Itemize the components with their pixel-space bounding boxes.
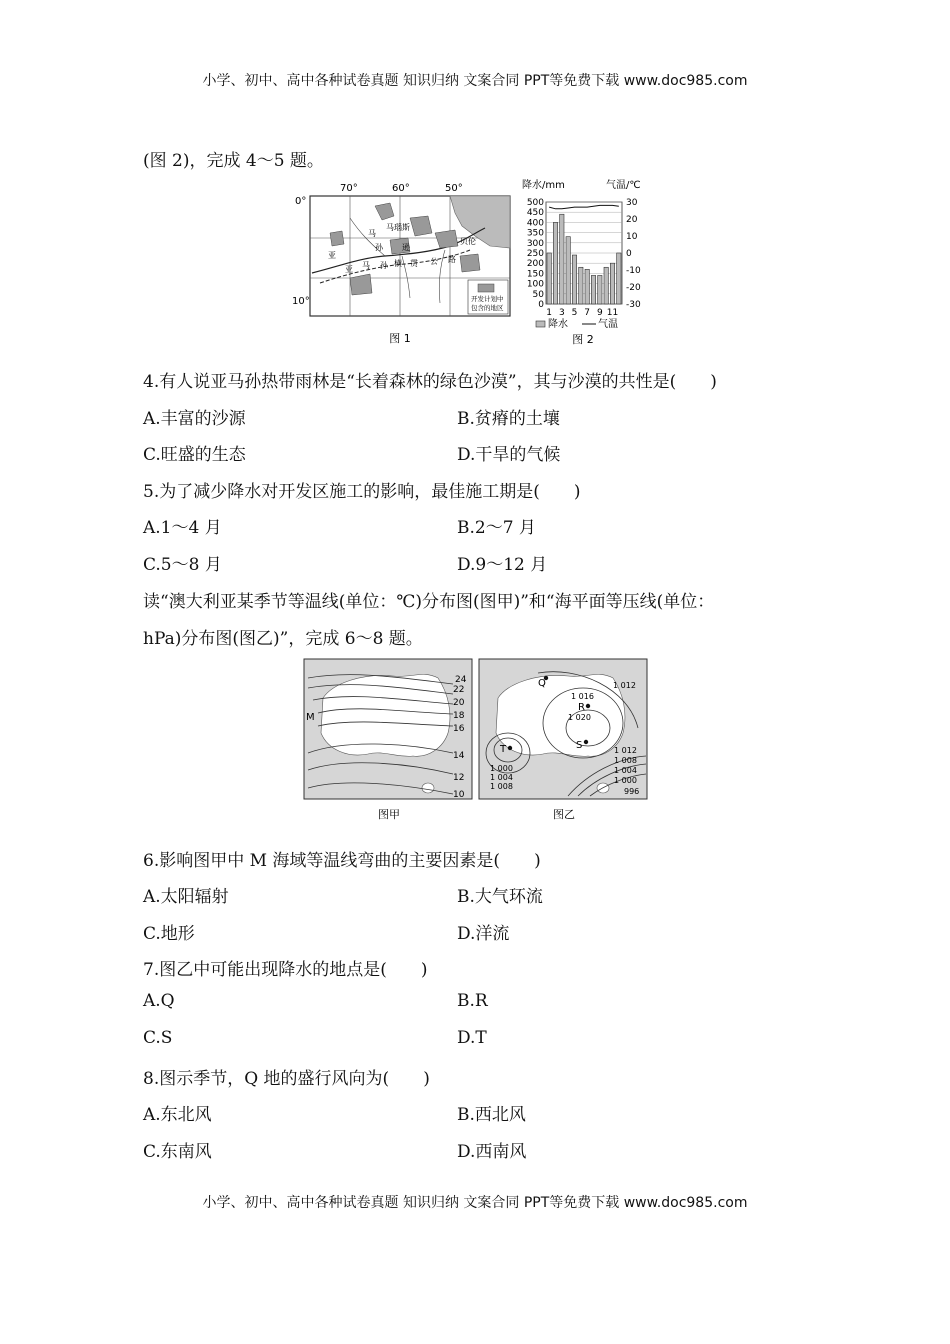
precip-bar (610, 263, 614, 304)
left-tick-label: 500 (526, 198, 544, 208)
right-tick-label: 10 (626, 232, 638, 242)
figure-1-map (290, 178, 515, 348)
point-m-label: M (306, 712, 315, 723)
place-label: 贝伦 (460, 237, 476, 246)
q8-option-b: B.西北风 (457, 1105, 526, 1125)
legend-temp-label: 气温 (598, 319, 618, 330)
q5-option-b: B.2～7 月 (457, 518, 536, 538)
place-label: 横 (394, 259, 402, 268)
legend-line-2: 包含的地区 (471, 304, 504, 312)
figure-1-caption: 图 1 (389, 332, 411, 345)
q8-option-c: C.东南风 (143, 1142, 212, 1162)
page-header: 小学、初中、高中各种试卷真题 知识归纳 文案合同 PPT等免费下载 www.doc985.com (202, 73, 748, 89)
precip-bar (566, 237, 570, 304)
q4-option-b: B.贫瘠的土壤 (457, 409, 560, 429)
place-label: 逊 (402, 243, 410, 252)
figure-2-caption: 图 2 (572, 333, 594, 346)
place-label: 马瑙斯 (386, 223, 410, 232)
q7-stem: 7.图乙中可能出现降水的地点是( ) (143, 960, 428, 980)
isobar-label: 996 (624, 787, 640, 796)
left-tick-label: 400 (526, 218, 544, 229)
q6-option-a: A.太阳辐射 (143, 887, 229, 907)
figure-jia-isotherm-map (303, 658, 475, 828)
x-tick-label: 7 (584, 308, 591, 318)
left-axis-title: 降水/mm (522, 180, 565, 191)
isobar-label: 1 004 (614, 766, 637, 775)
point-t-label: T (500, 744, 507, 755)
right-axis-title: 气温/℃ (606, 180, 641, 191)
isotherm-label: 10 (453, 790, 465, 800)
precip-bar (572, 255, 576, 304)
place-label: 路 (448, 255, 456, 264)
q4-option-d: D.干旱的气候 (457, 445, 561, 465)
point-q-label: Q (538, 678, 546, 689)
place-label: 孙 (375, 243, 383, 252)
right-tick-label: 30 (626, 198, 638, 208)
lon-label-60: 60° (392, 183, 410, 194)
x-tick-label: 1 (546, 308, 553, 318)
q8-stem: 8.图示季节，Q 地的盛行风向为( ) (143, 1069, 430, 1089)
precip-bar (585, 269, 589, 304)
left-tick-label: 200 (526, 259, 544, 270)
figure-yi-caption: 图乙 (553, 808, 575, 821)
isobar-label: 1 008 (490, 782, 513, 791)
place-label: 马 (368, 229, 376, 238)
precip-bar (598, 275, 602, 304)
legend-line-1: 开发计划中 (471, 295, 504, 303)
isotherm-label: 24 (455, 675, 467, 685)
precip-bar (604, 267, 608, 304)
precip-bar (560, 214, 564, 304)
precip-bar (591, 275, 595, 304)
right-tick-label: -30 (626, 300, 641, 310)
lon-label-70: 70° (340, 183, 358, 194)
left-tick-label: 350 (526, 228, 544, 239)
right-tick-label: 20 (626, 215, 638, 225)
left-tick-label: 150 (526, 269, 544, 280)
legend-precip-swatch (536, 321, 545, 327)
lon-label-50: 50° (445, 183, 463, 194)
x-tick-label: 3 (558, 308, 565, 318)
q6-option-d: D.洋流 (457, 924, 510, 944)
intro-2-line-1: 读“澳大利亚某季节等温线(单位：℃)分布图(图甲)”和“海平面等压线(单位： (143, 592, 715, 612)
place-label: 贯 (410, 259, 418, 268)
page-footer: 小学、初中、高中各种试卷真题 知识归纳 文案合同 PPT等免费下载 www.doc985.com (202, 1195, 748, 1211)
q7-option-a: A.Q (143, 991, 175, 1011)
q8-option-a: A.东北风 (143, 1105, 212, 1125)
left-tick-label: 250 (526, 249, 544, 259)
place-label: 公 (430, 257, 438, 266)
isotherm-label: 22 (453, 685, 465, 695)
q4-option-a: A.丰富的沙源 (143, 409, 246, 429)
figure-yi-isobar-map (478, 658, 650, 828)
q4-stem: 4.有人说亚马孙热带雨林是“长着森林的绿色沙漠”，其与沙漠的共性是( ) (143, 372, 717, 392)
q7-option-d: D.T (457, 1028, 487, 1048)
right-tick-label: -10 (626, 266, 641, 276)
point-s-label: S (576, 740, 583, 751)
lat-label-0: 0° (295, 196, 307, 207)
q5-option-d: D.9～12 月 (457, 555, 548, 575)
isobar-label: 1 020 (568, 713, 591, 722)
q5-option-a: A.1～4 月 (143, 518, 222, 538)
lat-label-10: 10° (292, 296, 310, 307)
point-r-label: R (578, 702, 585, 713)
isobar-label: 1 012 (614, 746, 637, 755)
isotherm-label: 20 (453, 698, 465, 708)
left-tick-label: 100 (526, 279, 544, 290)
isobar-label: 1 004 (490, 773, 513, 782)
figure-2-climate-chart (520, 176, 670, 348)
isobar-label: 1 000 (490, 764, 513, 773)
isobar-label: 1 016 (571, 692, 594, 701)
left-tick-label: 450 (526, 208, 544, 219)
x-tick-label: 11 (606, 308, 619, 318)
q6-option-c: C.地形 (143, 924, 195, 944)
precip-bar (579, 267, 583, 304)
q7-option-c: C.S (143, 1028, 173, 1048)
isotherm-label: 18 (453, 711, 465, 721)
legend-precip-label: 降水 (548, 319, 568, 330)
intro-line-1: (图 2)，完成 4～5 题。 (143, 151, 324, 171)
precip-bar (547, 253, 551, 304)
intro-2-line-2: hPa)分布图(图乙)”，完成 6～8 题。 (143, 629, 423, 649)
q5-option-c: C.5～8 月 (143, 555, 222, 575)
precip-bar (553, 222, 557, 304)
isotherm-label: 12 (453, 773, 465, 783)
q7-option-b: B.R (457, 991, 488, 1011)
q6-stem: 6.影响图甲中 M 海域等温线弯曲的主要因素是( ) (143, 851, 541, 871)
q8-option-d: D.西南风 (457, 1142, 527, 1162)
isobar-label: 1 000 (614, 776, 637, 785)
figure-jia-caption: 图甲 (378, 808, 400, 821)
precip-bar (617, 253, 621, 304)
left-tick-label: 50 (532, 289, 544, 300)
q5-stem: 5.为了减少降水对开发区施工的影响，最佳施工期是( ) (143, 482, 581, 502)
right-tick-label: 0 (626, 249, 632, 259)
place-label: 亚 (345, 265, 353, 274)
isobar-label: 1 008 (614, 756, 637, 765)
left-tick-label: 300 (526, 238, 544, 249)
place-label: 马 (362, 261, 370, 270)
place-label: 孙 (380, 261, 388, 270)
isotherm-label: 14 (453, 751, 465, 761)
left-tick-label: 0 (538, 300, 544, 310)
right-tick-label: -20 (626, 283, 641, 293)
q6-option-b: B.大气环流 (457, 887, 543, 907)
isobar-label: 1 012 (613, 681, 636, 690)
place-label: 亚 (328, 251, 336, 260)
x-tick-label: 5 (571, 308, 578, 318)
x-tick-label: 9 (596, 308, 603, 318)
isotherm-label: 16 (453, 724, 465, 734)
q4-option-c: C.旺盛的生态 (143, 445, 246, 465)
